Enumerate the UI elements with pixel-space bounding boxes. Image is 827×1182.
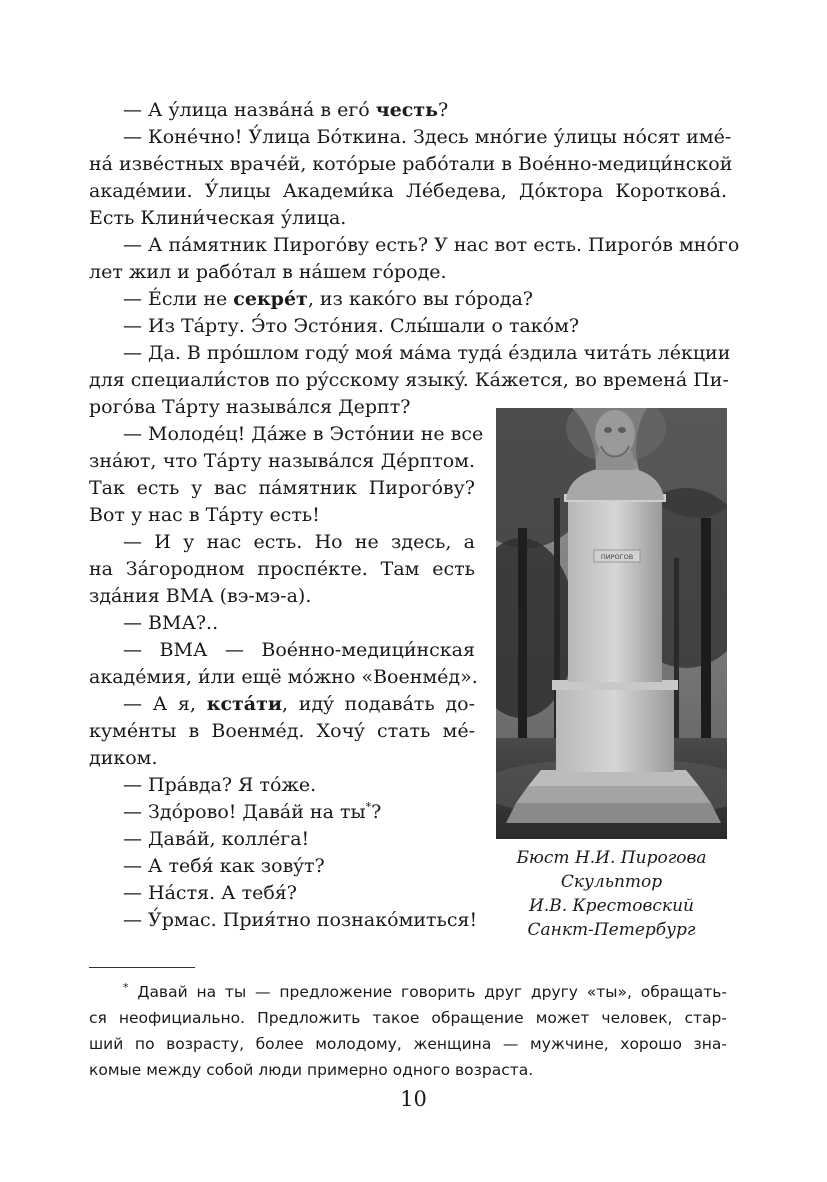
dialogue-line: знáют, что Тáрту называ́лся Дéрптом. [89,450,475,472]
dialogue-line: нá извéстных врачéй, котóрые рабóтали в Вое́нно-медици́нской [89,153,733,175]
dialogue-line: — Нáстя. А тебя́? [123,882,297,904]
dialogue-line: — Из Тáрту. Э́то Эстóния. Слы́шали о такóм? [123,315,580,337]
dialogue-line: — ВМА — Вое́нно-медици́нская [123,639,475,661]
dialogue-line: Есть Клини́ческая у́лица. [89,207,347,229]
dialogue-line: для специали́стов по рýсскому языкý. Кáжется, во временá Пи- [89,369,729,391]
dialogue-line: — И у нас есть. Но не здесь, а [123,531,475,553]
footnote-line: ший по возрасту, более молодому, женщина — мужчине, хорошо зна- [89,1035,727,1053]
dialogue-line: кумéнты в Военмéд. Хочý стать мé- [89,720,475,742]
dialogue-line: Вот у нас в Тáрту есть! [89,504,320,526]
photo-caption-line: Санкт-Петербург [527,920,696,940]
photo-caption-line: И.В. Крестовский [529,896,694,916]
photo-caption-line: Скульптор [560,872,663,892]
dialogue-line: — А я, кстáти, идý подавáть до- [123,693,475,715]
pirogov-bust-photo [496,408,727,839]
footnote-line: ся неофициально. Предложить такое обращение может человек, стар- [89,1009,727,1027]
footnote-divider [89,967,195,968]
dialogue-line: — Конéчно! У́лица Бóткина. Здесь мнóгие у́лицы нóсят имé- [123,126,732,148]
dialogue-line: — Прáвда? Я тóже. [123,774,317,796]
bust-illustration [496,408,727,839]
dialogue-line: акадéмия, и́ли ещё мóжно «Военмéд». [89,666,478,688]
dialogue-line: — А тебя́ как зовýт? [123,855,325,877]
dialogue-line: диком. [89,747,158,769]
dialogue-line: — ВМА?.. [123,612,219,634]
dialogue-line: лет жил и рабóтал в нáшем гóроде. [89,261,447,283]
footnote-line: * Давай на ты — предложение говорить друг другу «ты», обращать- [123,980,727,1001]
dialogue-line: рогóва Тáрту называ́лся Дерпт? [89,396,411,418]
dialogue-line: — Молодéц! Дáже в Эстóнии не все [123,423,484,445]
footnote-line: комые между собой люди примерно одного возраста. [89,1061,534,1079]
dialogue-line: — Éсли не секрéт, из какóго вы гóрода? [123,288,533,310]
dialogue-line: — Да. В прóшлом годý моя́ мáма тудá éздила читáть лéкции [123,342,731,364]
dialogue-line: на Зáгородном проспéкте. Там есть [89,558,475,580]
bust-plaque-text: ПИРОГОВ [600,553,634,561]
photo-caption-line: Бюст Н.И. Пирогова [516,848,707,868]
dialogue-line: — А пáмятник Пирогóву есть? У нас вот есть. Пирогóв мнóго [123,234,740,256]
dialogue-line: акадéмии. У́лицы Академи́ка Лéбедева, Дóктора Коротковá. [89,180,727,202]
dialogue-line: — У́рмас. Прия́тно познакóмиться! [123,909,478,931]
dialogue-line: Так есть у вас пáмятник Пирогóву? [89,477,475,499]
dialogue-line: здáния ВМА (вэ-мэ-а). [89,585,312,607]
dialogue-line: — Здóрово! Давáй на ты*? [123,800,382,823]
page-number: 10 [400,1087,427,1111]
dialogue-line: — Давáй, коллéга! [123,828,310,850]
dialogue-line: — А у́лица назвáнá в егó честь? [123,99,449,121]
